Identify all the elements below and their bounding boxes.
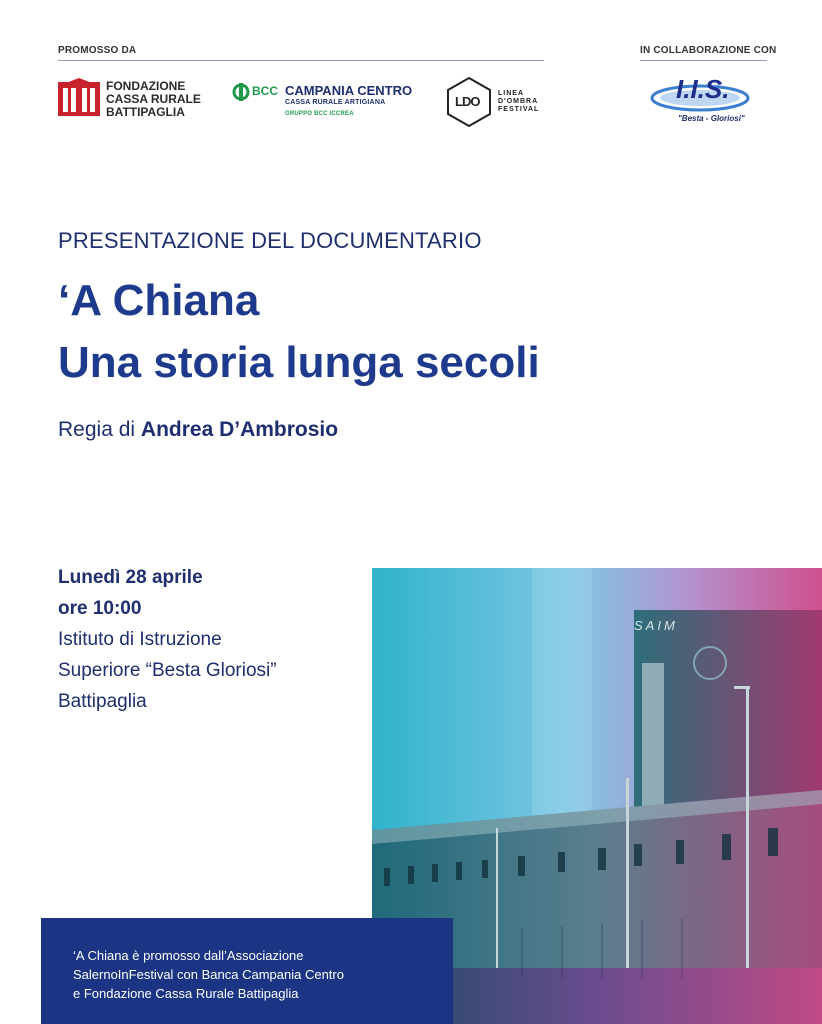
footer-box [41, 918, 453, 1024]
collaborazione-label: IN COLLABORAZIONE CON [640, 45, 777, 56]
event-time: ore 10:00 [58, 598, 142, 619]
fondazione-line2: CASSA RURALE [106, 92, 201, 106]
venue-line2: Superiore “Besta Gloriosi” [58, 660, 277, 681]
bcc-group: GRUPPO BCC ICCREA [285, 111, 354, 117]
ldo-line1: LINEA [498, 90, 524, 97]
footer-line2: SalernoInFestival con Banca Campania Centro [73, 967, 344, 982]
event-info [58, 562, 358, 717]
iis-mark: I.I.S. [676, 74, 730, 104]
regia [58, 418, 338, 442]
linea-ombra-logo [446, 76, 556, 128]
fondazione-line1: FONDAZIONE [106, 79, 186, 93]
event-date: Lunedì 28 aprile [58, 567, 203, 588]
bcc-logo [232, 82, 417, 122]
ldo-mark: LDO [455, 94, 480, 109]
bcc-sub: CASSA RURALE ARTIGIANA [285, 99, 386, 106]
regia-prefix: Regia di [58, 418, 136, 441]
kicker: PRESENTAZIONE DEL DOCUMENTARIO [58, 228, 482, 253]
venue-line1: Istituto di Istruzione [58, 629, 222, 650]
ldo-line2: D'OMBRA [498, 98, 539, 105]
venue-line3: Battipaglia [58, 691, 147, 712]
regia-name: Andrea D’Ambrosio [140, 418, 339, 441]
fondazione-emblem-icon [58, 78, 100, 116]
tower-sign: SAIM [634, 618, 678, 633]
title-line1: ‘A Chiana [58, 276, 260, 325]
promosso-da-label: PROMOSSO DA [58, 45, 137, 56]
header-divider-left [58, 60, 544, 61]
fondazione-logo [58, 78, 208, 118]
fondazione-line3: BATTIPAGLIA [106, 105, 185, 119]
iis-sub: "Besta - Gloriosi" [678, 114, 745, 123]
iis-logo [650, 72, 760, 128]
footer-line1: ‘A Chiana è promosso dall’Associazione [73, 948, 304, 963]
bcc-tag: BCC [252, 84, 278, 98]
header-divider-right [640, 60, 767, 61]
bcc-name: CAMPANIA CENTRO [285, 83, 413, 98]
footer-line3: e Fondazione Cassa Rurale Battipaglia [73, 986, 299, 1001]
title-line2: Una storia lunga secoli [58, 338, 540, 387]
ldo-line3: FESTIVAL [498, 106, 540, 113]
bcc-emblem-icon [232, 83, 250, 101]
